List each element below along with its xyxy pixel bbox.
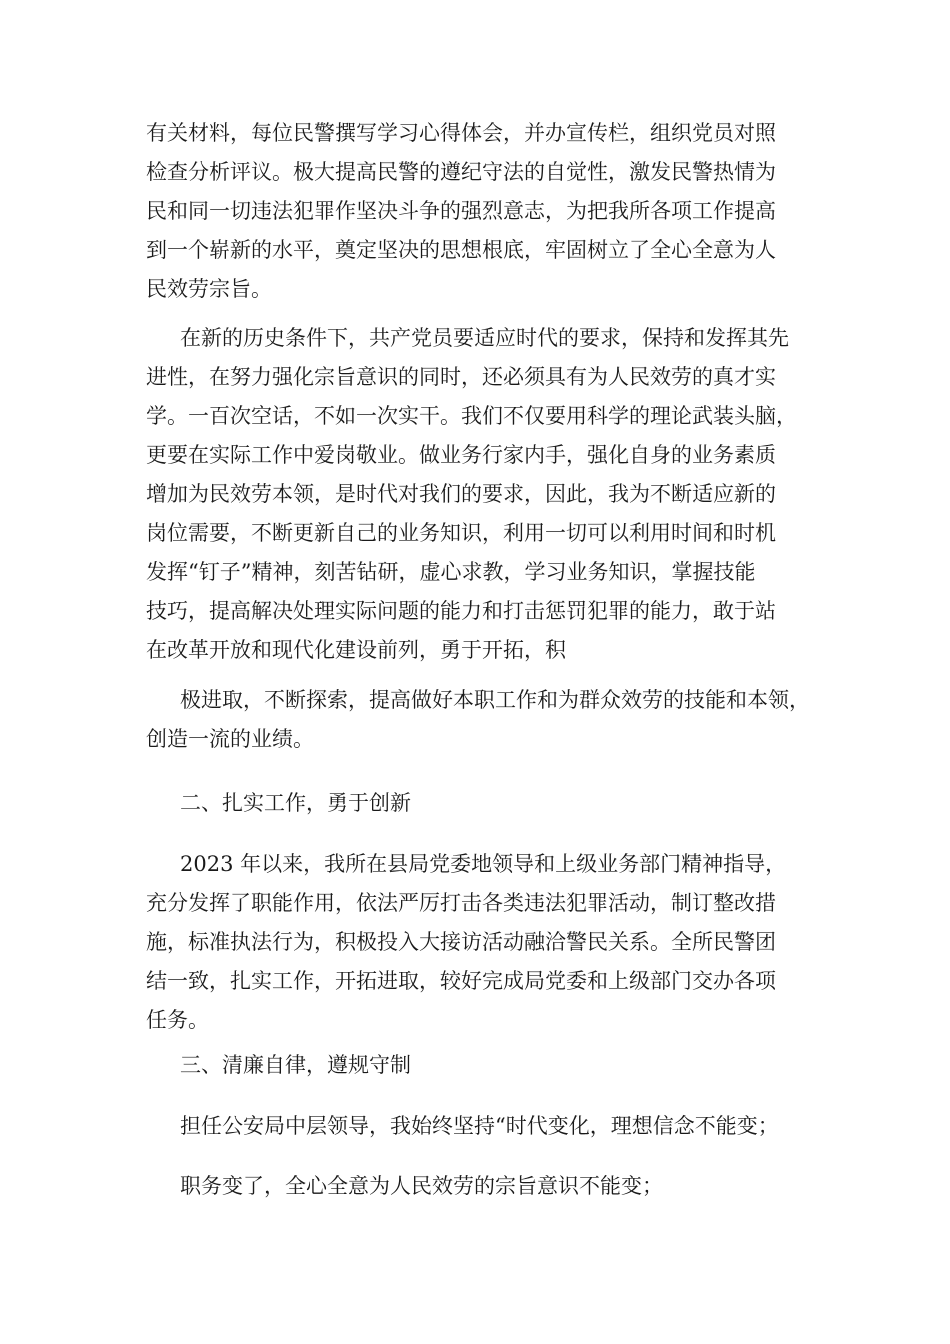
text-line: 发挥“钉子”精神，刻苦钻研，虚心求教，学习业务知识，掌握技能 (146, 560, 756, 584)
text-line: 在新的历史条件下，共产党员要适应时代的要求，保持和发挥其先 (180, 326, 789, 350)
text-line: 在改革开放和现代化建设前列，勇于开拓，积 (146, 638, 566, 662)
text-line: 增加为民效劳本领，是时代对我们的要求，因此，我为不断适应新的 (146, 482, 776, 506)
section-heading-innovation (146, 784, 826, 823)
text-line: 民效劳宗旨。 (146, 277, 272, 301)
paragraph-pioneering (146, 681, 826, 759)
text-line: 到一个崭新的水平，奠定坚决的思想根底，牢固树立了全心全意为人 (146, 238, 776, 262)
text-line: 技巧，提高解决处理实际问题的能力和打击惩罚犯罪的能力，敢于站 (146, 599, 776, 623)
text-line: 岗位需要，不断更新自己的业务知识，利用一切可以利用时间和时机 (146, 521, 776, 545)
paragraph-new-conditions (146, 319, 826, 670)
text-line: 进性，在努力强化宗旨意识的同时，还必须具有为人民效劳的真才实 (146, 365, 776, 389)
heading-text: 三、清廉自律，遵规守制 (180, 1053, 411, 1077)
text-line: 施，标准执法行为，积极投入大接访活动融洽警民关系。全所民警团 (146, 930, 776, 954)
text-line: 民和同一切违法犯罪作坚决斗争的强烈意志，为把我所各项工作提高 (146, 199, 776, 223)
heading-text: 二、扎实工作，勇于创新 (180, 791, 411, 815)
text-line: 充分发挥了职能作用，依法严厉打击各类违法犯罪活动，制订整改措 (146, 891, 776, 915)
paragraph-continuation (146, 114, 826, 309)
text-line: 更要在实际工作中爱岗敬业。做业务行家内手，强化自身的业务素质 (146, 443, 776, 467)
text-line: 职务变了，全心全意为人民效劳的宗旨意识不能变； (180, 1174, 663, 1198)
text-line: 学。一百次空话，不如一次实干。我们不仅要用科学的理论武装头脑， (146, 404, 797, 428)
text-line: 2023 年以来，我所在县局党委地领导和上级业务部门精神指导， (180, 852, 787, 876)
paragraph-duty-changed (146, 1167, 826, 1206)
text-line: 任务。 (146, 1008, 209, 1032)
section-heading-integrity (146, 1046, 826, 1085)
text-line: 有关材料，每位民警撰写学习心得体会，并办宣传栏，组织党员对照 (146, 121, 776, 145)
text-line: 创造一流的业绩。 (146, 727, 314, 751)
paragraph-mid-level-leader (146, 1107, 826, 1146)
text-line: 检查分析评议。极大提高民警的遵纪守法的自觉性，激发民警热情为 (146, 160, 776, 184)
paragraph-2023-work (146, 845, 826, 1040)
text-line: 极进取，不断探索，提高做好本职工作和为群众效劳的技能和本领， (180, 688, 810, 712)
text-line: 担任公安局中层领导，我始终坚持“时代变化，理想信念不能变； (180, 1114, 779, 1138)
text-line: 结一致，扎实工作，开拓进取，较好完成局党委和上级部门交办各项 (146, 969, 776, 993)
